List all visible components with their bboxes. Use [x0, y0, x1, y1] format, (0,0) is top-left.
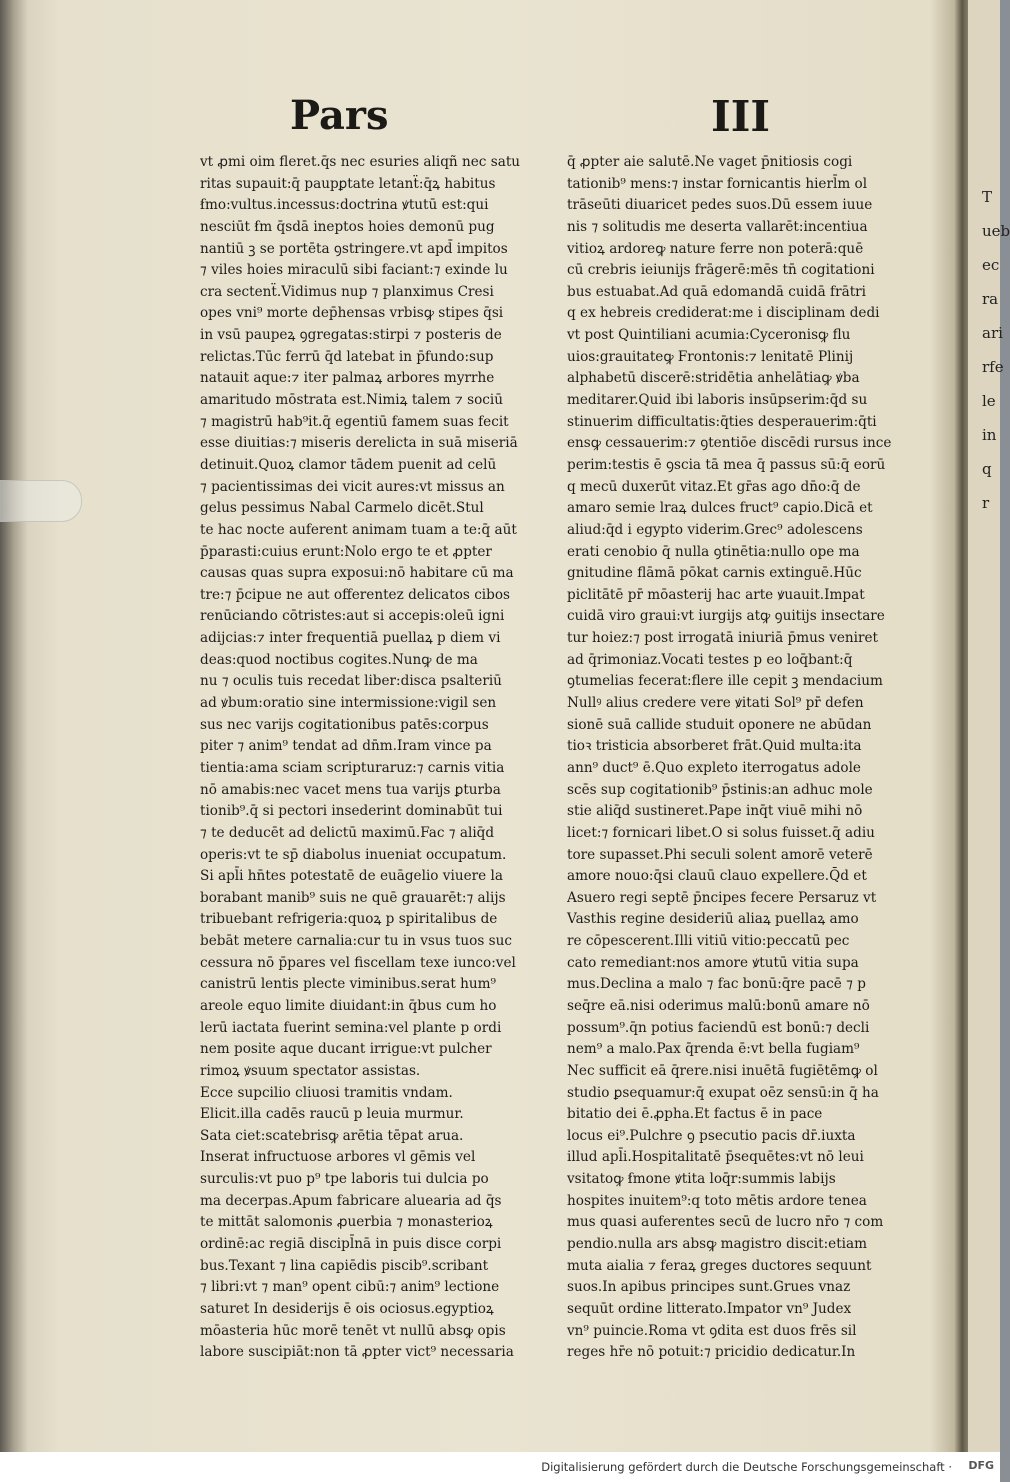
text-line: meditarer.Quid ibi laboris insūpserim:q̄d su — [567, 392, 868, 409]
text-line: aliud:q̄d i egypto viderim.Grec⁹ adolescens — [567, 521, 863, 538]
text-line: cra sectenẗ.Vidimus nup ⁊ planximus Cresi — [200, 283, 494, 300]
text-line: q ex hebreis crediderat:me i disciplinam dedi — [567, 305, 880, 322]
text-line: Sata ciet:scatebrisꝙ arētia tēpat arua. — [200, 1127, 464, 1144]
text-line: tur hoiez:⁊ post irrogatā iniuriā p̄mus veniret — [567, 630, 879, 647]
text-line: tionib⁹.q̄ si pectori insederint dominabūt tui — [200, 803, 503, 820]
text-line: illud apl̄i.Hospitalitatē p̄sequētes:vt nō leui — [567, 1149, 864, 1166]
text-line: amore nouo:q̄si clauū clauo expellere.Q̄d et — [567, 868, 867, 885]
text-line: tationib⁹ mens:⁊ instar fornicantis hierl̄m ol — [567, 175, 868, 192]
text-column-left — [200, 152, 552, 1364]
text-line: Nec sufficit eā q̄rere.nisi inuētā fugiētēmꝙ ol — [567, 1062, 878, 1079]
facing-page-fragment: r — [982, 494, 990, 512]
text-line: cato remediant:nos amore ꝟtutū vitia supa — [567, 954, 859, 971]
facing-page-fragment: in — [982, 426, 997, 444]
footer-bar — [0, 1452, 1000, 1482]
text-line: vsitatoꝙ ẜmone ꝟtita loq̄r:summis labijs — [567, 1171, 836, 1188]
facing-page-strip — [968, 0, 1010, 1452]
text-line: ad ꝟbum:oratio sine intermissione:vigil sen — [200, 695, 497, 712]
text-line: operis:vt te sp̄ diabolus inueniat occupatum. — [200, 846, 507, 863]
text-line: ad q̄rimoniaz.Vocati testes p eo loq̄bant:q̄ — [567, 651, 853, 668]
facing-page-fragment: T — [982, 188, 993, 206]
text-line: bus.Texant ⁊ lina capiēdis piscib⁹.scribant — [200, 1257, 489, 1274]
text-line: Ecce supcilio cliuosi tramitis vndam. — [200, 1084, 453, 1101]
text-line: Elicit.illa cadēs raucū p leuia murmur. — [200, 1106, 464, 1123]
header-part-number: III — [711, 92, 770, 141]
text-line: seq̄re eā.nisi oderimus malū:bonū amare nō — [567, 997, 870, 1014]
text-line: ⁊ te deducēt ad delictū maximū.Fac ⁊ aliq̄d — [200, 824, 495, 841]
text-line: causas quas supra exposui:nō habitare cū ma — [200, 565, 514, 582]
text-line: Inserat infructuose arbores vl gēmis vel — [200, 1149, 476, 1166]
text-line: vn⁹ puincie.Roma vt ꝯdita est duos frēs sil — [567, 1322, 857, 1339]
text-line: ⁊ magistrū hab⁹it.q̄ egentiū famem suas fecit — [200, 413, 509, 430]
text-line: mus quasi auferentes secū de lucro nr̄o ⁊ com — [567, 1214, 884, 1231]
text-line: renūciando cōtristes:aut si accepis:oleū igni — [200, 608, 505, 625]
text-line: licet:⁊ fornicari libet.O si solus fuisset.q̄ adiu — [567, 824, 875, 841]
text-line: in vsū paupeꝝ ꝯgregatas:stirpi ⁊ posteris de — [200, 327, 502, 344]
text-line: re cōpescerent.Illi vitiū vitio:peccatū pec — [567, 933, 850, 950]
text-line: tribuebant refrigeria:quoꝝ p spiritalibus de — [200, 911, 498, 928]
text-line: pendio.nulla ars absꝙ magistro discit:etiam — [567, 1236, 868, 1253]
text-line: amaritudo mōstrata est.Nimiꝝ talem ⁊ sociū — [200, 392, 503, 409]
text-line: reges hr̄e nō potuit:⁊ pricidio dedicatur.In — [567, 1344, 856, 1361]
text-line: nis ⁊ solitudis me deserta vallarēt:incentiua — [567, 218, 868, 235]
text-line: vt post Quintiliani acumia:Cyceronisꝙ flu — [567, 327, 851, 344]
facing-page-fragment: q — [982, 460, 992, 478]
text-line: ⁊ pacientissimas dei vicit aures:vt missus an — [200, 478, 505, 495]
text-line: detinuit.Quoꝝ clamor tādem puenit ad celū — [200, 456, 497, 473]
facing-page-fragments — [968, 180, 1010, 520]
text-line: nu ⁊ oculis tuis recedat liber:disca psalteriū — [200, 673, 502, 690]
text-line: trāseūti diuaricet pedes suos.Dū essem iuue — [567, 197, 873, 214]
text-line: adijcias:⁊ inter frequentiā puellaꝝ p diem vi — [200, 630, 501, 647]
text-line: ritas supauit:q̄ paupꝑtate letanẗ:q̄ꝝ habitus — [200, 175, 496, 192]
text-line: ann⁹ duct⁹ ē.Quo expleto iterrogatus adole — [567, 759, 861, 776]
text-line: erati cenobio q̄ nulla ꝯtinētia:nullo ope ma — [567, 543, 860, 560]
text-line: scēs sup cogitationib⁹ p̄stinis:an adhuc mole — [567, 781, 873, 798]
text-line: ⁊ viles hoies miraculū sibi faciant:⁊ exinde lu — [200, 262, 508, 279]
page-edge — [955, 0, 969, 1452]
text-line: borabant manib⁹ suis ne quē grauarēt:⁊ alijs — [200, 889, 506, 906]
facing-page-fragment: rfe — [982, 358, 1004, 376]
facing-page-fragment: ec — [982, 256, 1000, 274]
page-clip — [0, 480, 82, 522]
text-line: te mittāt salomonis ꝓuerbia ⁊ monasterioꝝ — [200, 1214, 493, 1231]
text-line: perim:testis ē ꝯscia tā mea q̄ passus sū:q̄ eorū — [567, 456, 886, 473]
facing-page-fragment: le — [982, 392, 996, 410]
text-line: q mecū duxerūt vitaz.Et gr̄as ago dn̄o:q̄ de — [567, 478, 861, 495]
facing-page-fragment: ari — [982, 324, 1003, 342]
text-line: rimoꝝ ꝟsuum spectator assistas. — [200, 1062, 421, 1079]
text-line: suos.In apibus principes sunt.Grues vnaz — [567, 1279, 851, 1296]
text-line: cessura nō p̄pares vel fiscellam texe iunco:vel — [200, 954, 516, 971]
text-line: tioꝛ tristicia absorberet frāt.Quid multa:ita — [567, 738, 862, 755]
text-line: ordinē:ac regiā discipl̄nā in puis disce corpi — [200, 1236, 502, 1253]
text-line: areole equo limite diuidant:in q̄bus cum ho — [200, 997, 497, 1014]
text-line: ma decerpas.Apum fabricare aluearia ad q̄s — [200, 1192, 502, 1209]
text-line: nem⁹ a malo.Pax q̄renda ē:vt bella fugiam⁹ — [567, 1041, 860, 1058]
text-line: sionē suā callide studuit oponere ne abūdan — [567, 716, 872, 733]
text-line: cuidā viro graui:vt iurgijs atꝙ ꝯuitijs insectare — [567, 608, 885, 625]
text-line: possum⁹.q̄n potius faciendū est bonū:⁊ decli — [567, 1019, 870, 1036]
text-line: Asuero regi septē p̄ncipes fecere Persaruz vt — [567, 889, 877, 906]
text-line: ensꝙ cessauerim:⁊ ꝯtentiōe discēdi rursus ince — [567, 435, 892, 452]
text-line: stie aliq̄d sustineret.Pape inq̄t viuē mihi nō — [567, 803, 863, 820]
text-line: stinuerim difficultatis:q̄ties desperauerim:q̄ti — [567, 413, 877, 430]
text-line: Si apl̄i hn̄tes potestatē de euāgelio viuere la — [200, 868, 503, 885]
text-line: gnitudine flāmā pōkat carnis extinguē.Hūc — [567, 565, 862, 582]
text-line: Nullꝰ alius credere vere ꝟitati Sol⁹ pr̄ defen — [567, 695, 864, 712]
facing-page-fragment: ueb — [982, 222, 1010, 240]
text-line: vt ꝓmi oim fleret.q̄s nec esuries aliqñ nec satu — [200, 154, 521, 170]
text-line: gelus pessimus Nabal Carmelo dicēt.Stul — [200, 500, 484, 517]
text-line: natauit aque:⁊ iter palmaꝝ arbores myrrhe — [200, 370, 495, 387]
text-line: locus ei⁹.Pulchre ꝯ psecutio pacis dr̄.iuxta — [567, 1127, 856, 1144]
text-line: nō amabis:nec vacet mens tua varijs ꝑturba — [200, 781, 501, 798]
text-line: q̄ ꝓpter aie salutē.Ne vaget p̄nitiosis cogi — [567, 154, 853, 170]
text-line: vitioꝝ ardoreꝙ nature ferre non poterā:quē — [567, 240, 864, 257]
text-line: cū crebris ieiunijs frāgerē:mēs tn̄ cogitationi — [567, 262, 875, 279]
running-header — [290, 92, 770, 142]
footer-credit: Digitalisierung gefördert durch die Deutsche Forschungsgemeinschaft · — [541, 1460, 952, 1474]
dfg-logo: DFG — [968, 1459, 994, 1472]
text-line: bus estuabat.Ad quā edomandā cuidā frātri — [567, 283, 867, 300]
text-line: sus nec varijs cogitationibus patēs:corpus — [200, 716, 489, 733]
text-line: alphabetū discerē:stridētia anhelātiaꝙ ꝟba — [567, 370, 860, 387]
text-line: piclitātē pr̄ mōasterij hac arte ꝟuauit.Impat — [567, 586, 865, 603]
text-line: uios:grauitateꝙ Frontonis:⁊ lenitatē Plinij — [567, 348, 854, 365]
facing-page-fragment: ra — [982, 290, 999, 308]
text-line: surculis:vt puo p⁹ tpe laboris tui dulcia po — [200, 1171, 489, 1188]
text-line: ꝯtumelias fecerat:flere ille cepit ꝫ mendacium — [567, 673, 883, 690]
text-line: bebāt metere carnalia:cur tu in vsus tuos suc — [200, 933, 512, 950]
text-line: nesciūt ẜm q̄sdā ineptos hoies demonū pug — [200, 218, 495, 235]
header-pars: Pars — [290, 92, 389, 139]
text-line: sequūt ordine litterato.Impator vn⁹ Judex — [567, 1300, 852, 1317]
text-line: piter ⁊ anim⁹ tendat ad dn̄m.Iram vince pa — [200, 738, 492, 755]
text-line: tore supasset.Phi seculi solent amorē veterē — [567, 846, 873, 863]
text-line: tientia:ama sciam scripturaruz:⁊ carnis vitia — [200, 759, 505, 776]
text-line: deas:quod noctibus cogites.Nunꝙ de ma — [200, 651, 478, 668]
text-line: bitatio dei ē.ꝓpha.Et factus ē in pace — [567, 1106, 823, 1123]
text-line: lerū iactata fuerint semina:vel plante p ordi — [200, 1019, 502, 1036]
text-line: canistrū lentis plecte viminibus.serat hum⁹ — [200, 976, 497, 993]
text-line: ẜmo:vultus.incessus:doctrina ꝟtutū est:qui — [200, 197, 489, 214]
text-line: tre:⁊ p̄cipue ne aut offerentez delicatos cibos — [200, 586, 511, 603]
text-line: saturet In desiderijs ē ois ociosus.egyptioꝝ — [200, 1300, 494, 1317]
text-line: Vasthis regine desideriū aliaꝝ puellaꝝ amo — [567, 911, 859, 928]
text-line: labore suscipiāt:non tā ꝓpter vict⁹ necessaria — [200, 1344, 514, 1361]
text-line: mus.Declina a malo ⁊ fac bonū:q̄re pacē ⁊ p — [567, 976, 866, 993]
text-line: p̄parasti:cuius erunt:Nolo ergo te et ꝓpter — [200, 543, 492, 560]
text-line: opes vni⁹ morte dep̄hensas vrbisꝙ stipes q̄si — [200, 305, 504, 322]
text-line: studio ꝑsequamur:q̄ exupat oēz sensū:in q̄ ha — [567, 1084, 879, 1101]
text-line: relictas.Tūc ferrū q̄d latebat in p̄fundo:sup — [200, 348, 494, 365]
text-column-right — [567, 152, 912, 1364]
text-line: amaro semie lraꝝ dulces fruct⁹ capio.Dicā et — [567, 500, 873, 517]
text-line: esse diuitias:⁊ miseris derelicta in suā miseriā — [200, 435, 518, 452]
text-line: nantiū ꝫ se portēta ꝯstringere.vt apd̄ impitos — [200, 240, 508, 257]
text-line: ⁊ libri:vt ⁊ man⁹ opent cibū:⁊ anim⁹ lectione — [200, 1279, 500, 1296]
text-line: nem posite aque ducant irrigue:vt pulcher — [200, 1041, 492, 1058]
text-line: muta aialia ⁊ feraꝝ greges ductores sequunt — [567, 1257, 872, 1274]
text-line: te hac nocte auferent animam tuam a te:q̄ aūt — [200, 521, 517, 538]
text-line: mōasteria hūc morē tenēt vt nullū absꝙ opis — [200, 1322, 506, 1339]
text-line: hospites inuitem⁹:q toto mētis ardore tenea — [567, 1192, 867, 1209]
